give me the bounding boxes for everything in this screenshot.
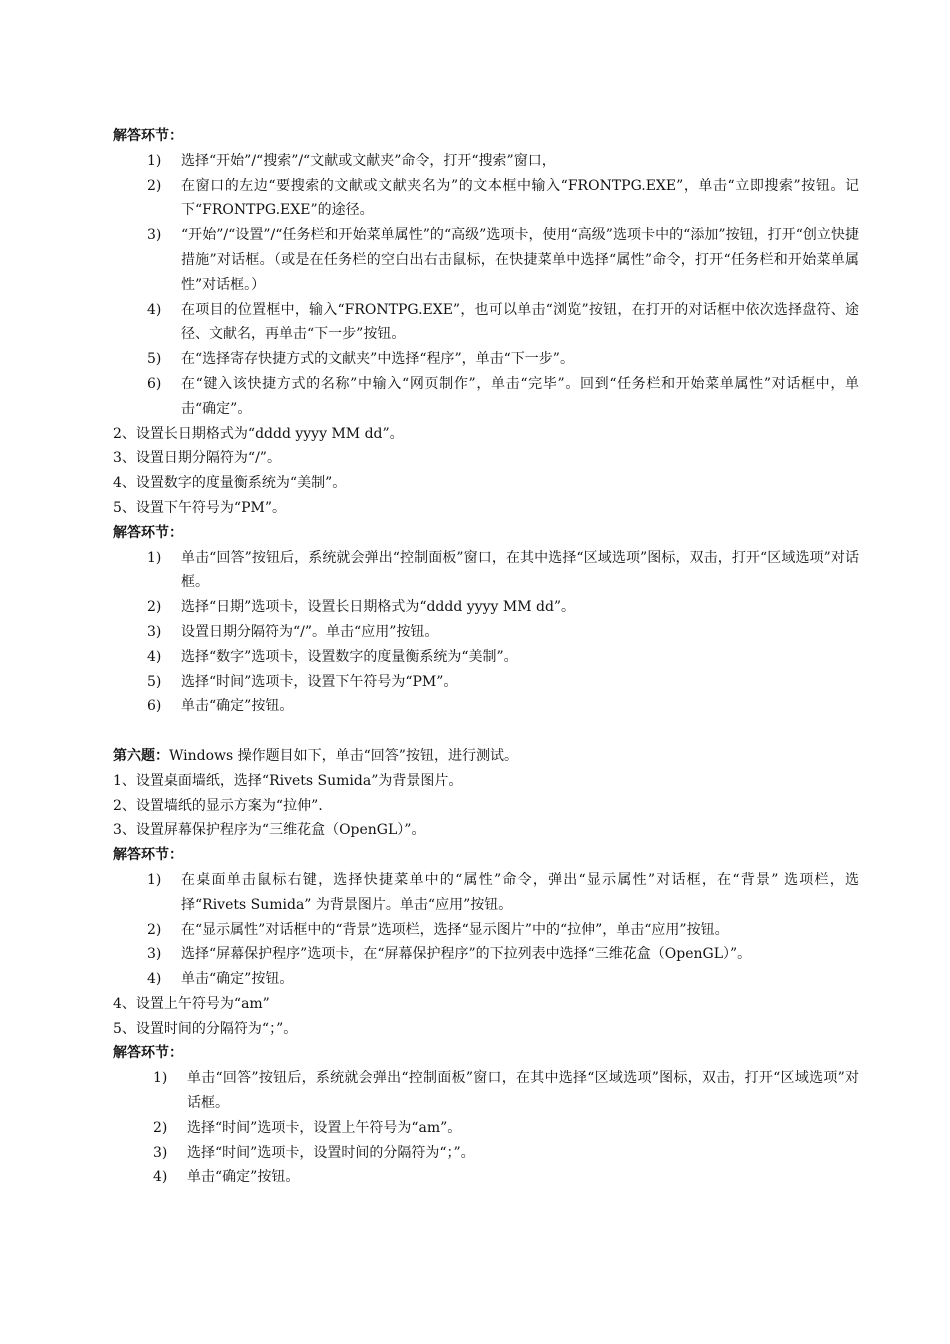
step-number: 5) bbox=[147, 673, 162, 690]
step-item bbox=[113, 595, 859, 620]
step-number: 5) bbox=[147, 351, 162, 368]
step-text: 在项目的位置框中，输入“FRONTPG.EXE”，也可以单击“浏览”按钮，在打开的对话框中依次选择盘符、途径、文献名，再单击“下一步”按钮。 bbox=[181, 301, 859, 343]
section-heading: 解答环节： bbox=[113, 524, 183, 541]
step-text: 设置日期分隔符为“/”。单击“应用”按钮。 bbox=[181, 623, 439, 640]
step-text: 在“显示属性”对话框中的“背景”选项栏，选择“显示图片”中的“拉伸”，单击“应用”按钮。 bbox=[181, 921, 729, 938]
task-item: 4、设置上午符号为“am” bbox=[113, 995, 270, 1012]
task-item: 2、设置墙纸的显示方案为“拉伸”. bbox=[113, 797, 323, 814]
step-text: 在“选择寄存快捷方式的文献夹”中选择“程序”，单击“下一步”。 bbox=[181, 351, 574, 368]
step-text: “开始”/“设置”/“任务栏和开始菜单属性”的“高级”选项卡，使用“高级”选项卡中的“添加”按钮，打开“创立快捷措施”对话框。（或是在任务栏的空白出右击鼠标，在快捷菜单中选择“属性”命令，打开“任务栏和开始菜单属性”对话框。） bbox=[181, 227, 859, 293]
step-number: 4) bbox=[147, 301, 162, 318]
step-item bbox=[113, 620, 859, 645]
step-text: 选择“屏幕保护程序”选项卡，在“屏幕保护程序”的下拉列表中选择“三维花盒（OpenGL）”。 bbox=[181, 946, 752, 963]
step-text: 选择“数字”选项卡，设置数字的度量衡系统为“美制”。 bbox=[181, 648, 518, 665]
step-number: 3) bbox=[147, 623, 162, 640]
task-item: 5、设置下午符号为“PM”。 bbox=[113, 499, 286, 516]
step-number: 4) bbox=[147, 648, 162, 665]
spacer bbox=[113, 719, 859, 744]
step-number: 1) bbox=[147, 871, 162, 888]
step-item bbox=[113, 967, 859, 992]
step-item bbox=[113, 298, 859, 348]
step-item bbox=[113, 149, 859, 174]
step-item bbox=[113, 918, 859, 943]
step-item bbox=[113, 1066, 859, 1116]
step-number: 3) bbox=[147, 227, 162, 244]
step-text: 选择“时间”选项卡，设置下午符号为“PM”。 bbox=[181, 673, 458, 690]
step-text: 在桌面单击鼠标右键，选择快捷菜单中的“属性”命令，弹出“显示属性”对话框，在“背景” 选项栏，选择“Rivets Sumida” 为背景图片。单击“应用”按钮。 bbox=[181, 871, 859, 913]
question-text: Windows 操作题目如下，单击“回答”按钮，进行测试。 bbox=[169, 747, 518, 764]
question-label: 第六题： bbox=[113, 747, 169, 764]
task-item: 4、设置数字的度量衡系统为“美制”。 bbox=[113, 475, 347, 492]
task-item: 5、设置时间的分隔符为“；”。 bbox=[113, 1020, 298, 1037]
step-number: 1) bbox=[153, 1070, 168, 1087]
step-text: 单击“确定”按钮。 bbox=[181, 698, 294, 715]
section-heading: 解答环节： bbox=[113, 1045, 183, 1062]
step-number: 3) bbox=[147, 946, 162, 963]
task-item: 1、设置桌面墙纸，选择“Rivets Sumida”为背景图片。 bbox=[113, 772, 463, 789]
step-item bbox=[113, 546, 859, 596]
step-number: 4) bbox=[147, 971, 162, 988]
task-item: 2、设置长日期格式为“dddd yyyy MM dd”。 bbox=[113, 425, 404, 442]
step-number: 1) bbox=[147, 549, 162, 566]
step-text: 在“键入该快捷方式的名称”中输入“网页制作”，单击“完毕”。回到“任务栏和开始菜单属性”对话框中，单击“确定”。 bbox=[181, 375, 859, 417]
step-text: 单击“回答”按钮后，系统就会弹出“控制面板”窗口，在其中选择“区域选项”图标，双击，打开“区域选项”对话框。 bbox=[181, 549, 859, 591]
step-number: 1) bbox=[147, 152, 162, 169]
step-number: 3) bbox=[153, 1144, 168, 1161]
step-item bbox=[113, 347, 859, 372]
step-item bbox=[113, 223, 859, 297]
step-text: 选择“开始”/“搜索”/“文献或文献夹”命令，打开“搜索”窗口， bbox=[181, 152, 556, 169]
step-item bbox=[113, 1165, 859, 1190]
step-number: 2) bbox=[147, 177, 162, 194]
step-item bbox=[113, 174, 859, 224]
task-item: 3、设置屏幕保护程序为“三维花盒（OpenGL）”。 bbox=[113, 822, 426, 839]
step-text: 单击“回答”按钮后，系统就会弹出“控制面板”窗口，在其中选择“区域选项”图标，双击，打开“区域选项”对话框。 bbox=[187, 1070, 859, 1112]
step-text: 在窗口的左边“要搜索的文献或文献夹名为”的文本框中输入“FRONTPG.EXE”，单击“立即搜索”按钮。记下“FRONTPG.EXE”的途径。 bbox=[181, 177, 859, 219]
step-item bbox=[113, 694, 859, 719]
step-text: 选择“日期”选项卡，设置长日期格式为“dddd yyyy MM dd”。 bbox=[181, 599, 576, 616]
step-item bbox=[113, 942, 859, 967]
step-number: 2) bbox=[147, 921, 162, 938]
section-heading: 解答环节： bbox=[113, 128, 183, 144]
step-item bbox=[113, 1141, 859, 1166]
step-item bbox=[113, 1116, 859, 1141]
step-number: 2) bbox=[147, 599, 162, 616]
step-item bbox=[113, 670, 859, 695]
task-item: 3、设置日期分隔符为“/”。 bbox=[113, 450, 281, 467]
step-number: 2) bbox=[153, 1119, 168, 1136]
step-text: 选择“时间”选项卡，设置上午符号为“am”。 bbox=[187, 1119, 462, 1136]
question-title bbox=[113, 744, 859, 769]
section-heading: 解答环节： bbox=[113, 847, 183, 864]
step-number: 6) bbox=[147, 698, 162, 715]
step-number: 6) bbox=[147, 375, 162, 392]
step-text: 单击“确定”按钮。 bbox=[181, 971, 294, 988]
step-item bbox=[113, 645, 859, 670]
step-number: 4) bbox=[153, 1169, 168, 1186]
step-text: 单击“确定”按钮。 bbox=[187, 1169, 300, 1186]
step-item bbox=[113, 372, 859, 422]
step-item bbox=[113, 868, 859, 918]
document-body bbox=[113, 124, 859, 1190]
step-text: 选择“时间”选项卡，设置时间的分隔符为“；”。 bbox=[187, 1144, 475, 1161]
